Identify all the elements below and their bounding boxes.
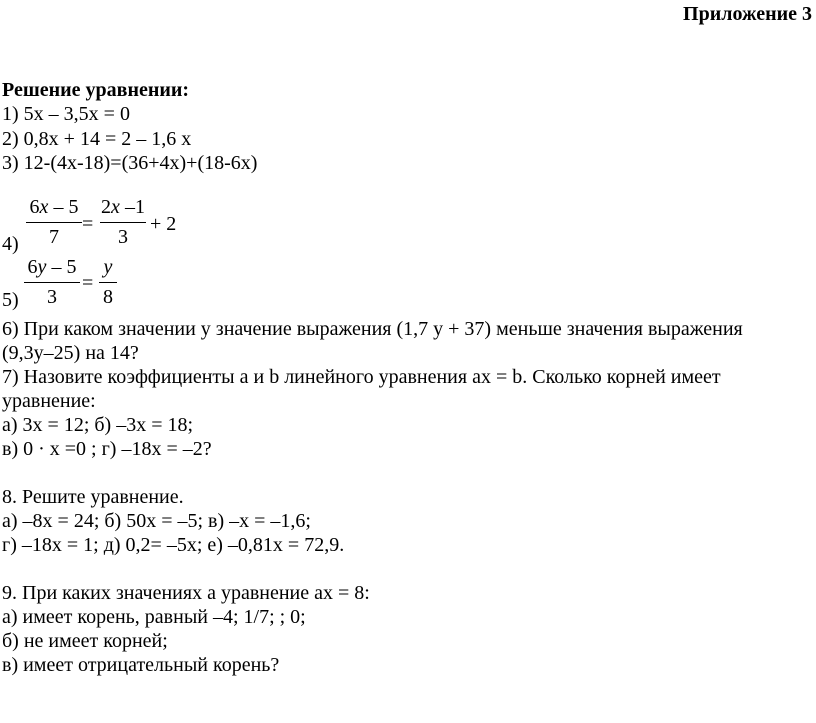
eq4-right-num-var: x <box>111 196 120 218</box>
eq4-equals: = <box>82 213 94 235</box>
question-9-title: 9. При каких значениях а уравнение ах = 8: <box>2 582 370 604</box>
eq5-right-denominator: 8 <box>103 286 113 308</box>
equation-5-label: 5) <box>2 289 19 311</box>
eq4-left-denominator: 7 <box>49 226 59 248</box>
eq4-right-num-const: –1 <box>119 196 145 218</box>
eq4-right-numerator <box>98 196 148 219</box>
eq4-left-num-const: – 5 <box>48 196 79 218</box>
eq5-left-fraction-bar <box>24 282 80 283</box>
question-8-line-2: г) –18х = 1; д) 0,2= –5х; е) –0,81х = 72,9. <box>2 534 345 556</box>
eq5-right-fraction-bar <box>99 282 117 283</box>
question-7-line-1: 7) Назовите коэффициенты а и b линейного уравнения ах = b. Сколько корней имеет <box>2 366 721 388</box>
question-8-title: 8. Решите уравнение. <box>2 486 184 508</box>
section-title: Решение уравнении: <box>2 79 190 101</box>
eq5-left-num-const: – 5 <box>46 256 77 278</box>
question-9-item-a: а) имеет корень, равный –4; 1/7; ; 0; <box>2 606 306 628</box>
eq5-left-num-var: y <box>37 256 47 278</box>
equation-4-label: 4) <box>2 233 19 255</box>
eq5-equals: = <box>82 272 94 294</box>
question-6-line-2: (9,3у–25) на 14? <box>2 342 139 364</box>
question-7-line-3: а) 3х = 12; б) –3х = 18; <box>2 414 194 436</box>
eq4-left-fraction-bar <box>26 222 82 223</box>
equation-3: 3) 12-(4х-18)=(36+4х)+(18-6х) <box>2 152 258 174</box>
question-9-item-c: в) имеет отрицательный корень? <box>2 654 280 676</box>
eq5-left-numerator <box>22 256 82 279</box>
equation-1: 1) 5х – 3,5х = 0 <box>2 103 130 125</box>
eq4-left-numerator <box>24 196 84 219</box>
eq5-left-num-coef: 6 <box>27 256 38 278</box>
eq4-left-num-coef: 6 <box>29 196 40 218</box>
eq4-right-num-coef: 2 <box>101 196 112 218</box>
appendix-label: Приложение 3 <box>683 3 812 25</box>
question-7-line-4: в) 0 · х =0 ; г) –18х = –2? <box>2 438 212 460</box>
question-6-line-1: 6) При каком значении у значение выражения (1,7 у + 37) меньше значения выражения <box>2 318 743 340</box>
question-7-line-2: уравнение: <box>2 390 96 412</box>
eq5-right-numerator: y <box>103 256 113 278</box>
eq4-left-num-var: x <box>39 196 49 218</box>
question-9-item-b: б) не имеет корней; <box>2 630 168 652</box>
eq4-tail: + 2 <box>150 213 177 235</box>
eq5-left-denominator: 3 <box>47 286 57 308</box>
eq4-right-fraction-bar <box>100 222 146 223</box>
equation-2: 2) 0,8х + 14 = 2 – 1,6 х <box>2 128 192 150</box>
eq4-right-denominator: 3 <box>118 226 128 248</box>
question-8-line-1: а) –8х = 24; б) 50х = –5; в) –х = –1,6; <box>2 510 311 532</box>
